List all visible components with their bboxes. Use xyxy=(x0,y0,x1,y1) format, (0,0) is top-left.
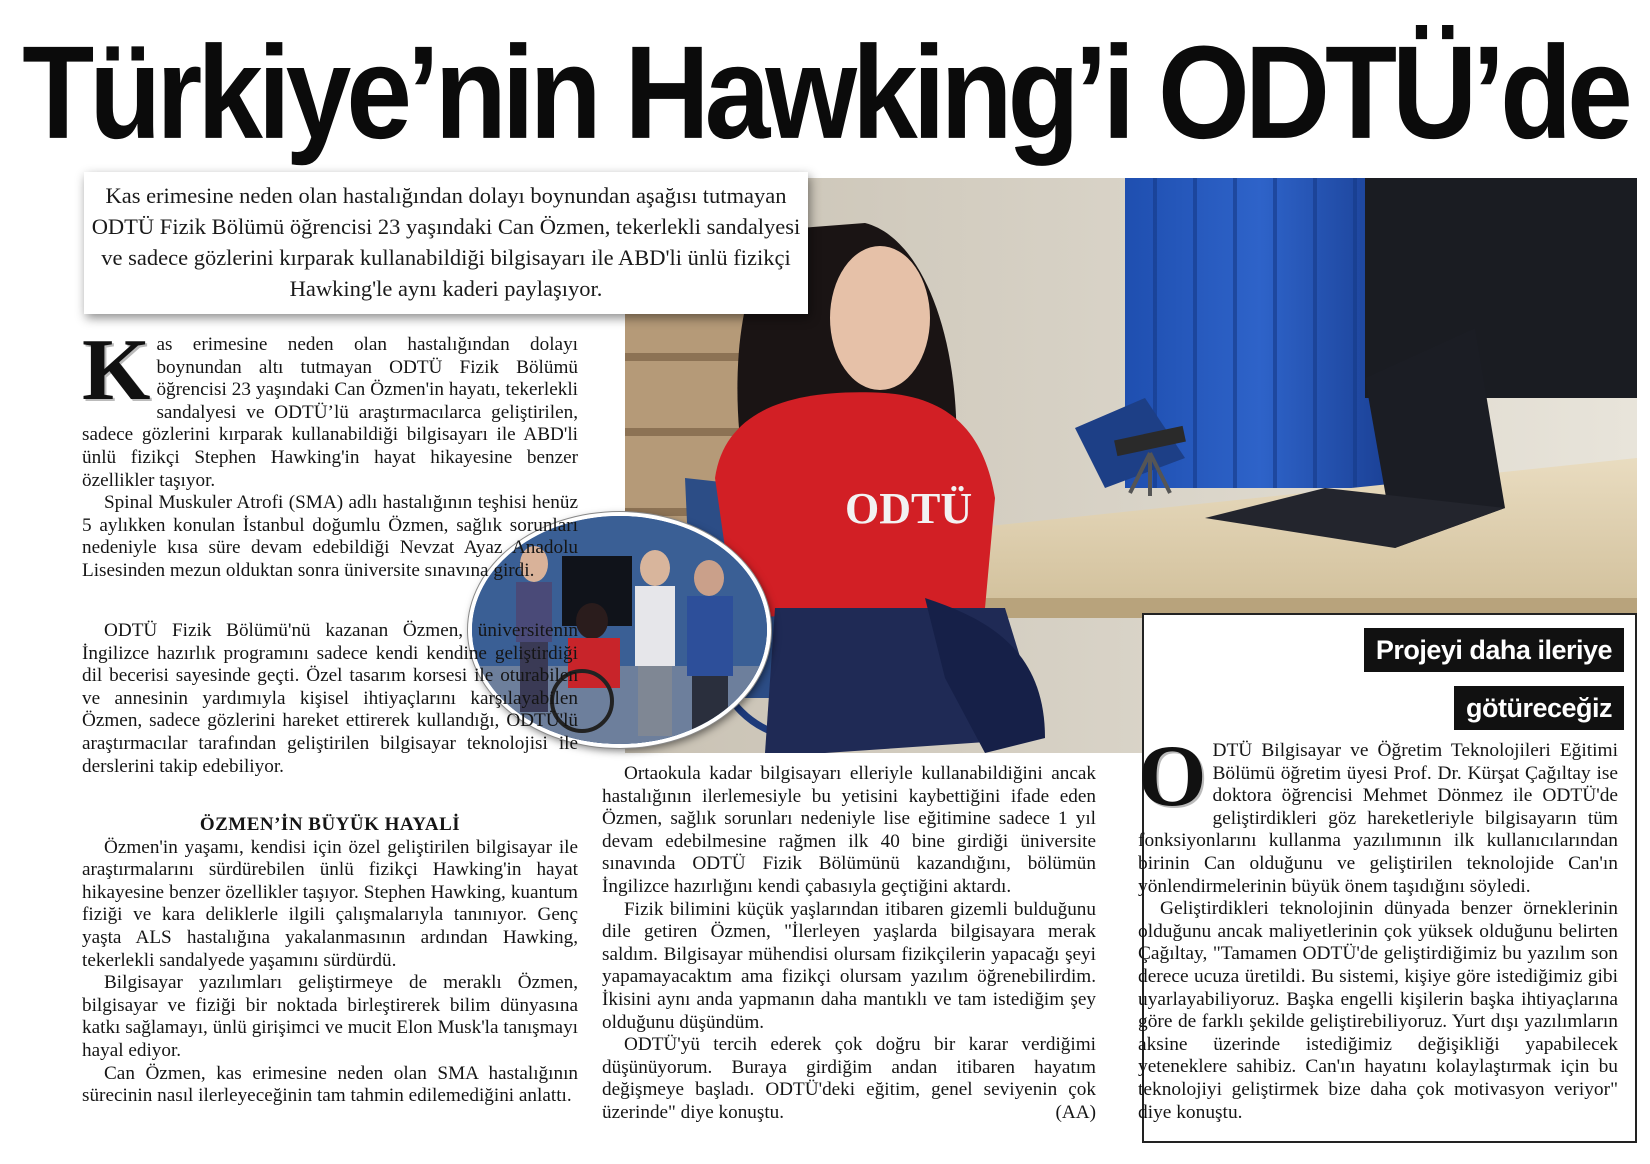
left-paragraph-1-text: as erimesine neden olan hastalığından dolayı boynundan altı tutmayan ODTÜ Fizik Bölümü öğrencisi 23 yaşındaki Can Özmen'in hayatı, tekerlekli sandalyesi ve ODTÜ’lü araştırmacılarca geliştirilen, sadece gözlerini kırparak kullanabildiği bilgisayarı ile ABD'li ünlü fizikçi Stephen Hawking'in hayat hikayesine benzer özellikler taşıyor. xyxy=(82,334,578,491)
sidebar-drop-cap: O xyxy=(1138,728,1207,825)
sidebar-paragraph-1 xyxy=(1138,728,1618,898)
middle-column xyxy=(602,763,1096,1125)
left-paragraph-1 xyxy=(82,322,578,492)
sidebar-tag-line-2: götüreceğiz xyxy=(1454,686,1624,730)
left-paragraph-4: Özmen'in yaşamı, kendisi için özel geliştirilen bilgisayar ile araştırmalarını sürdürebilen ünlü fizikçi Hawking'in hayat hikayesine benzer özellikler taşıyor. Stephen Hawking, kuantum fiziği ve kara deliklerle ilgili çalışmalarıyla tanınıyor. Genç yaşta ALS hastalığına yakalanmasının ardından Hawking, tekerlekli sandalyede yaşamını sürdürdü. xyxy=(82,836,578,971)
lead-paragraph: Kas erimesine neden olan hastalığından dolayı boynundan aşağısı tutmayan ODTÜ Fizik Bölümü öğrencisi 23 yaşındaki Can Özmen, tekerlekli sandalyesi ve sadece gözlerini kırparak kullanabildiği bilgisayarı ile ABD'li ünlü fizikçi Hawking'le aynı kaderi paylaşıyor. xyxy=(84,172,808,314)
middle-paragraph-3-text: ODTÜ'yü tercih ederek çok doğru bir karar verdiğimi düşünüyorum. Buraya girdiğim andan itibaren hayatım değişmeye başladı. ODTÜ'deki eğitim, genel seviyenin çok üzerinde" diye konuştu. xyxy=(602,1034,1096,1123)
drop-cap: K xyxy=(82,322,151,419)
left-column xyxy=(82,322,578,583)
agency-credit: (AA) xyxy=(1055,1101,1096,1123)
sidebar-text xyxy=(1138,728,1618,1124)
middle-paragraph-2: Fizik bilimini küçük yaşlarından itibaren gizemli bulduğunu dile getiren Özmen, "İlerleyen yaşlarda bilgisayara merak saldım. Bilgisayar mühendisi olursam fizikçilerin yapacağı şeyi yapamayacaktım ama fizikçi olursam yazılım öğrenebilirdim. İkisini aynı anda yapmanın daha mantıklı ve tam istediğim şey olduğunu düşündüm. xyxy=(602,898,1096,1033)
left-column-mid xyxy=(82,620,578,778)
middle-paragraph-1: Ortaokula kadar bilgisayarı elleriyle kullanabildiğini ancak hastalığının ilerlemesiyle bu yetisini kaybettiğini ifade eden Özmen, sağlık sorunları nedeniyle lise eğitimine sadece 1 yıl devam edebilmesine rağmen ilk 40 bine girdiği üniversite sınavında ODTÜ Fizik Bölümünü kazandığını, bölümün İngilizce hazırlığını kendi çabasıyla geçtiğini aktardı. xyxy=(602,763,1096,897)
middle-paragraph-3 xyxy=(602,1034,1096,1124)
left-paragraph-6: Can Özmen, kas erimesine neden olan SMA hastalığının sürecinin nasıl ilerleyeceğinin tam tahmin edilemediğini anlattı. xyxy=(82,1062,578,1107)
left-paragraph-2: Spinal Muskuler Atrofi (SMA) adlı hastalığının teşhisi henüz 5 aylıkken konulan İstanbul doğumlu Özmen, sağlık sorunları nedeniyle kısa süre devam edebildiği Nevzat Ayaz Anadolu Lisesinden mezun olduktan sonra üniversite sınavına girdi. xyxy=(82,492,578,581)
sidebar-paragraph-1-text: DTÜ Bilgisayar ve Öğretim Teknolojileri Eğitimi Bölümü öğretim üyesi Prof. Dr. Kürşat Çağıltay ise doktora öğrencisi Mehmet Dönmez ile ODTÜ'de geliştirdikleri göz hareketleriyle bilgisayarın tüm fonksiyonlarını kullanma yazılımının ilk kullanıcılarından birinin Can olduğunu ve geliştirilen teknolojide Can'ın yönlendirmelerinin büyük önem taşıdığını söyledi. xyxy=(1138,740,1618,897)
headline: Türkiye’nin Hawking’i ODTÜ’de xyxy=(22,19,1628,167)
subhead: ÖZMEN’İN BÜYÜK HAYALİ xyxy=(199,814,461,835)
left-paragraph-3: ODTÜ Fizik Bölümü'nü kazanan Özmen, üniversitenin İngilizce hazırlık programını sadece kendi kendine geliştirdiği dil becerisi sayesinde geçti. Özel tasarım korsesi ile oturabilen ve annesinin yardımıyla kişisel ihtiyaçlarını karşılayabilen Özmen, sadece gözlerini hareket ettirerek kullandığı, ODTÜ'lü araştırmacılar tarafından geliştirilen bilgisayar teknolojisi ile derslerini takip edebiliyor. xyxy=(82,620,578,777)
shirt-text: ODTÜ xyxy=(845,484,973,533)
left-paragraph-5: Bilgisayar yazılımları geliştirmeye de meraklı Özmen, bilgisayar ve fiziği bir noktada birleştirerek bilim dünyasına katkı sağlamayı, ünlü girişimci ve mucit Elon Musk'la tanışmayı hayal ediyor. xyxy=(82,972,578,1061)
left-column-lower xyxy=(82,814,578,1108)
sidebar-tag-line-1: Projeyi daha ileriye xyxy=(1364,628,1624,672)
sidebar-paragraph-2: Geliştirdikleri teknolojinin dünyada benzer örneklerinin olduğunu ancak maliyetlerinin çok yüksek olduğunu belirten Çağıltay, "Tamamen ODTÜ'de geliştirdiğimiz bu yazılım son derece ucuza üretildi. Bu sistemi, kişiye göre istediğimiz gibi uyarlayabiliyoruz. Başka engelli kişilerin başka ihtiyaçlarına göre de farklı şekilde geliştirebiliyoruz. Yurt dışı yazılımların aksine üzerinde istediğimiz değişikliği yapabilecek yeteneklere sahibiz. Can'ın hayatını kolaylaştırmak için bu teknolojiyi geliştirmek bize daha çok motivasyon veriyor" diye konuştu. xyxy=(1138,898,1618,1123)
